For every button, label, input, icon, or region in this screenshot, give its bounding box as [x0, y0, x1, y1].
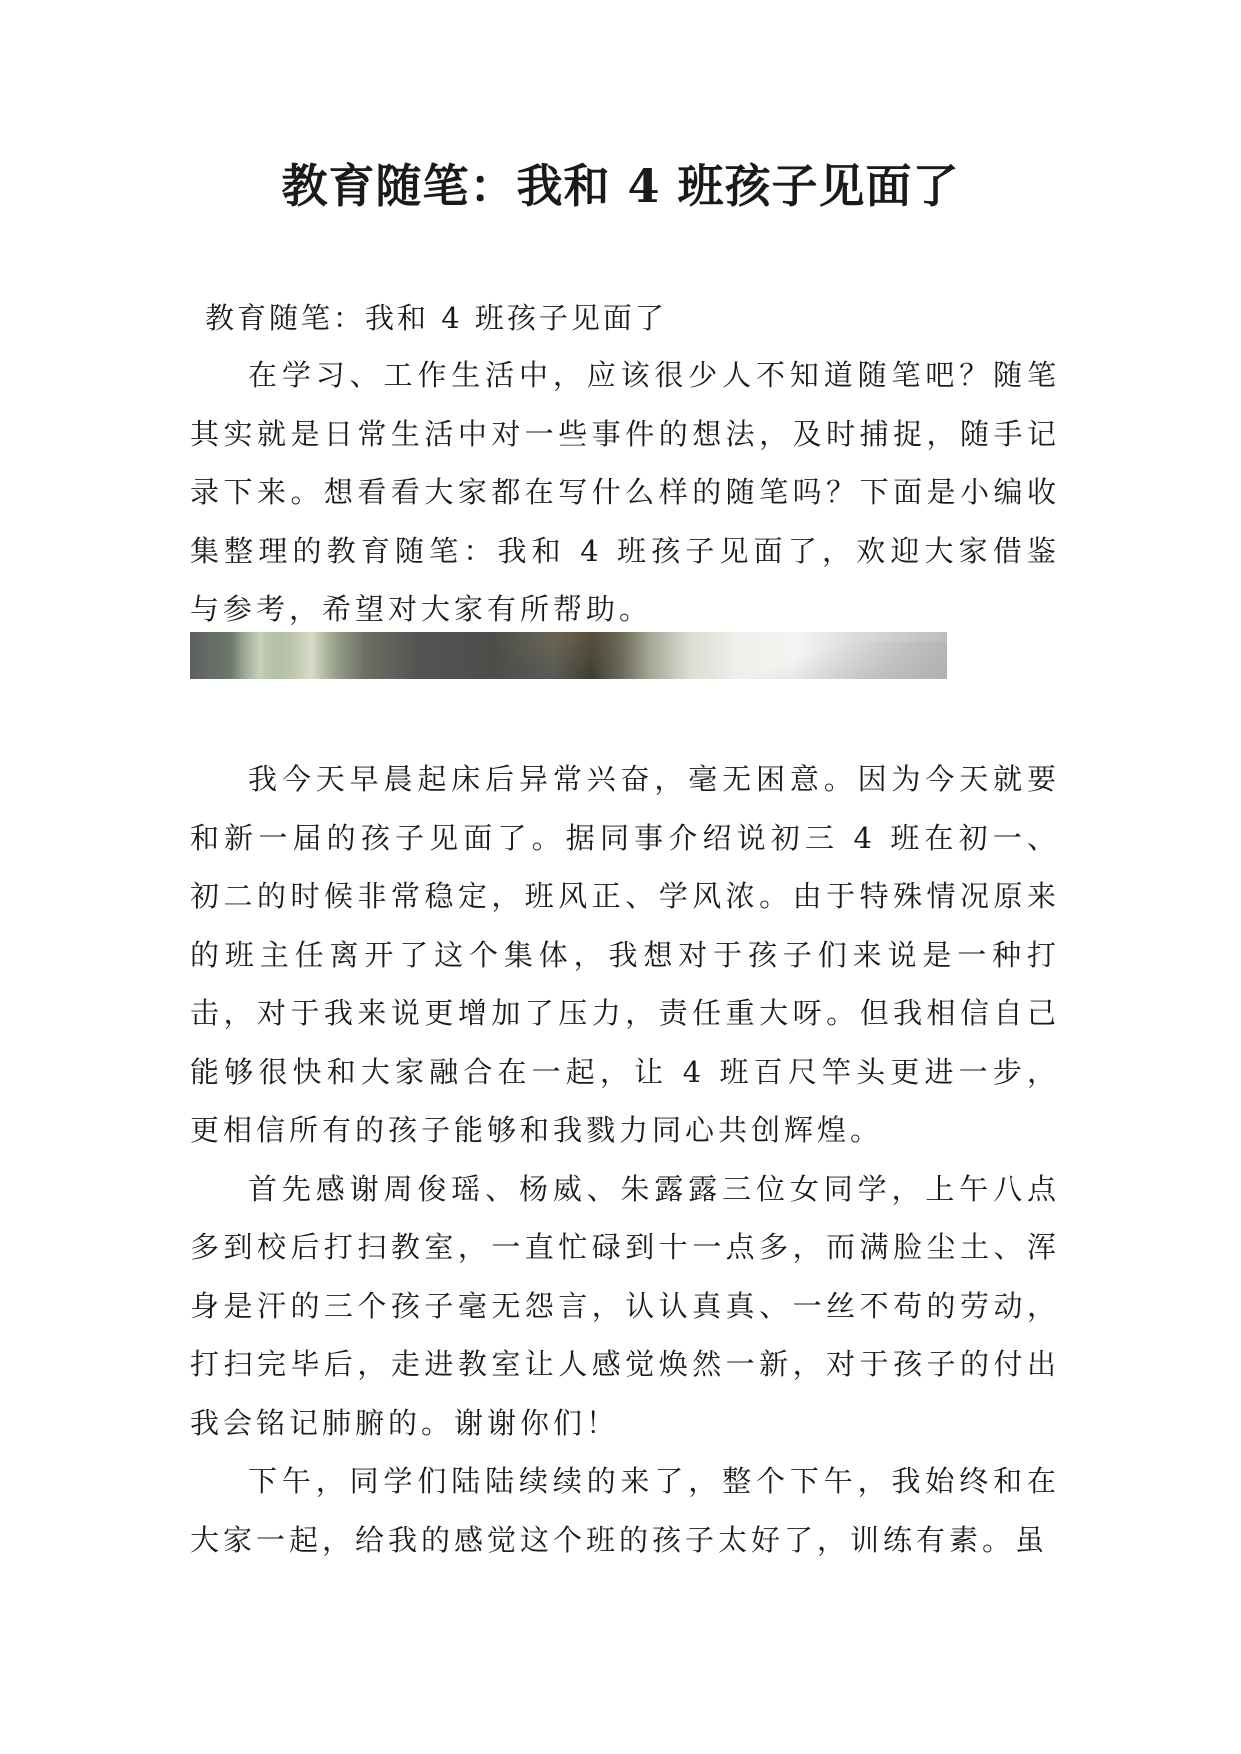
document-title: 教育随笔：我和 4 班孩子见面了 — [281, 159, 960, 213]
intro-paragraph: 在学习、工作生活中，应该很少人不知道随笔吧？随笔其实就是日常生活中对一些事件的想法，及时捕捉，随手记录下来。想看看大家都在写什么样的随笔吗？下面是小编收集整理的教育随笔：我和 4 班孩子见面了，欢迎大家借鉴与参考，希望对大家有所帮助。 — [190, 358, 1060, 626]
main-section — [190, 750, 1060, 1569]
document-subtitle: 教育随笔：我和 4 班孩子见面了 — [205, 301, 667, 335]
intro-section — [190, 346, 1060, 639]
body-paragraph: 下午，同学们陆陆续续的来了，整个下午，我始终和在大家一起，给我的感觉这个班的孩子太好了，训练有素。虽 — [190, 1464, 1060, 1557]
body-paragraph: 首先感谢周俊瑶、杨威、朱露露三位女同学，上午八点多到校后打扫教室，一直忙碌到十一点多，而满脸尘土、浑身是汗的三个孩子毫无怨言，认认真真、一丝不苟的劳动，打扫完毕后，走进教室让人感觉焕然一新，对于孩子的付出我会铭记肺腑的。谢谢你们！ — [190, 1171, 1060, 1440]
body-paragraph: 我今天早晨起床后异常兴奋，毫无困意。因为今天就要和新一届的孩子见面了。据同事介绍说初三 4 班在初一、初二的时候非常稳定，班风正、学风浓。由于特殊情况原来的班主任离开了这个集体，我想对于孩子们来说是一种打击，对于我来说更增加了压力，责任重大呀。但我相信自己能够很快和大家融合在一起，让 4 班百尺竿头更进一步，更相信所有的孩子能够和我戮力同心共创辉煌。 — [190, 762, 1060, 1147]
cropped-photo — [190, 632, 947, 679]
